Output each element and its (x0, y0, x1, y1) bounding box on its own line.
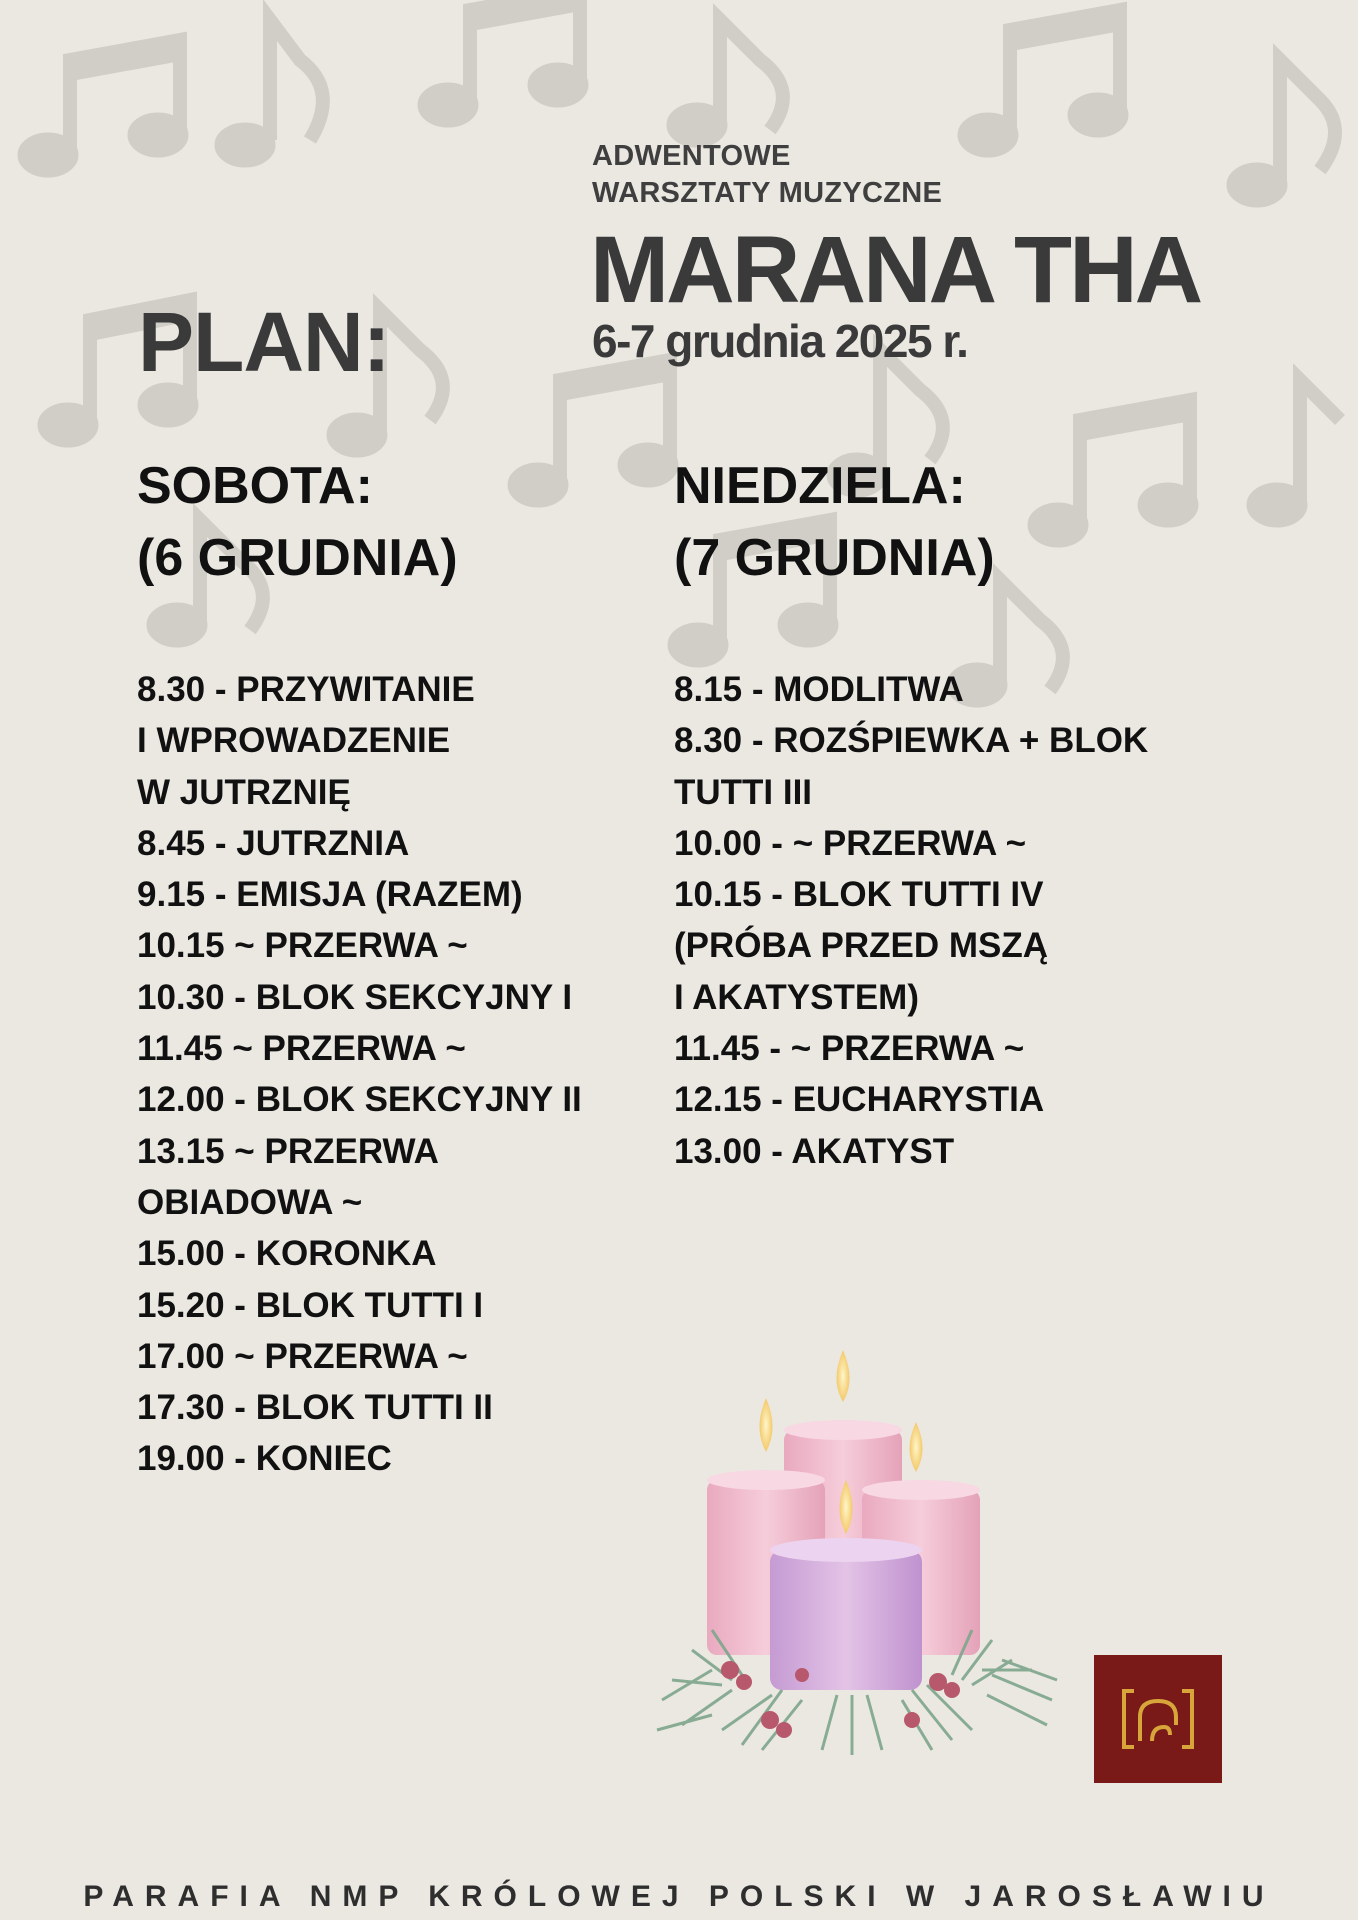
schedule-item: 13.15 ~ PRZERWA OBIADOWA ~ (137, 1131, 439, 1222)
saturday-schedule (137, 664, 657, 1485)
schedule-item: 8.30 - ROZŚPIEWKA + BLOK TUTTI III (674, 721, 1149, 812)
event-title: MARANA THA (590, 217, 1201, 323)
subtitle-line-2: WARSZTATY MUZYCZNE (592, 177, 943, 209)
saturday-date: (6 GRUDNIA) (137, 529, 458, 587)
schedule-item: 17.00 ~ PRZERWA ~ (137, 1336, 468, 1376)
subtitle-line-1: ADWENTOWE (592, 140, 791, 172)
parish-footer: PARAFIA NMP KRÓLOWEJ POLSKI W JAROSŁAWIU (83, 1880, 1275, 1913)
sunday-column (674, 450, 1234, 1177)
schedule-item: 13.00 - AKATYST (674, 1131, 955, 1171)
schedule-item: 12.00 - BLOK SEKCYJNY II (137, 1080, 582, 1120)
schedule-item: 8.15 - MODLITWA (674, 670, 964, 709)
schedule-item: 17.30 - BLOK TUTTI II (137, 1388, 493, 1428)
plan-heading: PLAN: (138, 295, 390, 389)
schedule-item: 9.15 - EMISJA (RAZEM) (137, 875, 523, 915)
parish-logo-icon (1094, 1655, 1222, 1783)
saturday-column (137, 450, 657, 1485)
schedule-item: 12.15 - EUCHARYSTIA (674, 1080, 1045, 1120)
schedule-item: 19.00 - KONIEC (137, 1439, 392, 1479)
event-date: 6-7 grudnia 2025 r. (592, 315, 968, 367)
sunday-schedule (674, 664, 1234, 1177)
schedule-item: 10.15 - BLOK TUTTI IV (PRÓBA PRZED MSZĄ I AKATYSTEM) (674, 875, 1048, 1017)
schedule-item: 10.30 - BLOK SEKCYJNY I (137, 977, 573, 1017)
event-subtitle (592, 138, 942, 212)
schedule-item: 11.45 - ~ PRZERWA ~ (674, 1029, 1025, 1069)
schedule-item: 8.30 - PRZYWITANIE I WPROWADZENIE W JUTRZNIĘ (137, 670, 475, 812)
schedule-item: 8.45 - JUTRZNIA (137, 823, 410, 863)
saturday-day: SOBOTA: (137, 457, 373, 515)
schedule-item: 15.20 - BLOK TUTTI I (137, 1285, 484, 1325)
sunday-day: NIEDZIELA: (674, 457, 966, 515)
schedule-item: 11.45 ~ PRZERWA ~ (137, 1029, 466, 1069)
schedule-item: 10.00 - ~ PRZERWA ~ (674, 823, 1027, 863)
advent-candles-icon (652, 1330, 1062, 1760)
schedule-item: 10.15 ~ PRZERWA ~ (137, 926, 468, 966)
schedule-item: 15.00 - KORONKA (137, 1234, 437, 1274)
sunday-date: (7 GRUDNIA) (674, 529, 995, 587)
